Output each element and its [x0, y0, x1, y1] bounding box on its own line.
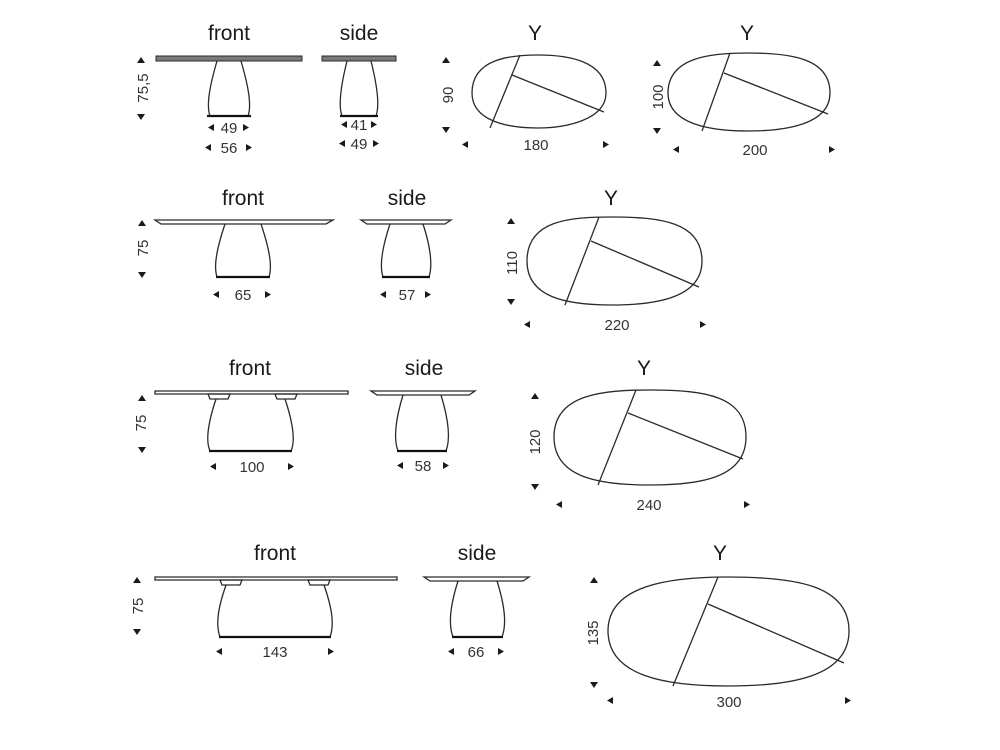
top-seam-lines — [490, 55, 604, 128]
front-view — [155, 357, 348, 476]
side-view-title: side — [387, 187, 427, 210]
height-label: 75 — [130, 597, 147, 615]
top-view-300 — [585, 542, 851, 711]
height-label: 75 — [135, 239, 152, 257]
front-view — [155, 542, 397, 661]
top-view-220 — [504, 187, 706, 334]
depth-label: 110 — [504, 251, 521, 275]
top-view-180 — [440, 22, 609, 154]
row-3 — [133, 357, 750, 514]
base-width-dimension — [213, 287, 271, 304]
pedestal-base — [396, 395, 449, 451]
depth-dimension — [504, 218, 521, 305]
top-seam-lines — [565, 217, 699, 305]
oval-tabletop — [668, 53, 830, 131]
base-width-label: 100 — [239, 459, 265, 476]
table-top-edge — [155, 220, 333, 224]
outer-width-label: 49 — [350, 136, 368, 153]
base-width-label: 58 — [414, 458, 432, 475]
base-width-label: 143 — [262, 644, 288, 661]
outer-width-dimension — [339, 136, 379, 153]
row-4 — [130, 542, 851, 711]
height-dimension — [135, 57, 152, 120]
oval-tabletop — [472, 55, 606, 128]
height-dimension — [130, 577, 147, 635]
table-top-edge — [155, 577, 397, 580]
side-view — [371, 357, 475, 475]
base-width-dimension — [380, 287, 431, 304]
depth-dimension — [527, 393, 544, 490]
outer-width-label: 56 — [220, 140, 238, 157]
inner-width-dimension — [341, 117, 377, 134]
oval-tabletop — [554, 390, 746, 485]
top-view-title: Y — [603, 187, 619, 210]
top-seam-lines — [673, 577, 844, 686]
top-view-title: Y — [739, 22, 755, 45]
base-width-label: 57 — [398, 287, 416, 304]
base-width-label: 66 — [467, 644, 485, 661]
length-dimension — [462, 137, 609, 154]
length-label: 200 — [742, 142, 768, 159]
side-view-title: side — [339, 22, 379, 45]
top-seam-lines — [702, 53, 828, 131]
depth-label: 90 — [440, 86, 457, 104]
base-width-dimension — [448, 644, 504, 661]
table-top-edge — [155, 391, 348, 394]
height-dimension — [133, 395, 150, 453]
table-top-edge — [424, 577, 529, 581]
front-view-title: front — [221, 187, 265, 210]
base-width-label: 65 — [234, 287, 252, 304]
pedestal-base — [208, 399, 293, 451]
length-dimension — [673, 142, 835, 159]
inner-width-dimension — [208, 120, 249, 137]
length-dimension — [556, 497, 750, 514]
length-label: 180 — [523, 137, 549, 154]
table-top-edge — [156, 56, 302, 61]
length-label: 300 — [716, 694, 742, 711]
top-view-200 — [650, 22, 835, 159]
pedestal-base — [216, 224, 271, 277]
depth-dimension — [585, 577, 602, 688]
pedestal-base — [451, 581, 505, 637]
table-top-edge — [371, 391, 475, 395]
top-support-brackets — [220, 580, 330, 585]
side-view-title: side — [457, 542, 497, 565]
side-view — [361, 187, 451, 304]
inner-width-label: 41 — [350, 117, 368, 134]
base-width-dimension — [397, 458, 449, 475]
outer-width-dimension — [205, 140, 252, 157]
front-view-title: front — [207, 22, 251, 45]
table-top-edge — [361, 220, 451, 224]
side-view — [424, 542, 529, 661]
oval-tabletop — [608, 577, 849, 686]
depth-dimension — [440, 57, 457, 133]
inner-width-label: 49 — [220, 120, 238, 137]
pedestal-base — [208, 61, 249, 116]
row-2 — [135, 187, 706, 334]
depth-label: 100 — [650, 84, 667, 110]
top-view-title: Y — [636, 357, 652, 380]
top-support-brackets — [208, 394, 297, 399]
base-width-dimension — [216, 644, 334, 661]
front-view — [156, 22, 302, 157]
row-1 — [135, 22, 835, 159]
base-width-dimension — [210, 459, 294, 476]
length-dimension — [607, 694, 851, 711]
top-view-title: Y — [712, 542, 728, 565]
height-label: 75 — [133, 414, 150, 432]
length-label: 220 — [604, 317, 630, 334]
pedestal-base — [340, 61, 378, 116]
side-view — [322, 22, 396, 153]
height-label: 75,5 — [135, 73, 152, 103]
front-view-title: front — [228, 357, 272, 380]
top-view-240 — [527, 357, 750, 514]
oval-tabletop — [527, 217, 702, 305]
front-view-title: front — [253, 542, 297, 565]
side-view-title: side — [404, 357, 444, 380]
pedestal-base — [218, 585, 332, 637]
length-label: 240 — [636, 497, 662, 514]
length-dimension — [524, 317, 706, 334]
height-dimension — [135, 220, 152, 278]
depth-label: 135 — [585, 620, 602, 646]
front-view — [155, 187, 333, 304]
top-view-title: Y — [527, 22, 543, 45]
depth-label: 120 — [527, 429, 544, 455]
depth-dimension — [650, 60, 667, 134]
top-seam-lines — [598, 390, 743, 485]
table-top-edge — [322, 56, 396, 61]
pedestal-base — [381, 224, 430, 277]
